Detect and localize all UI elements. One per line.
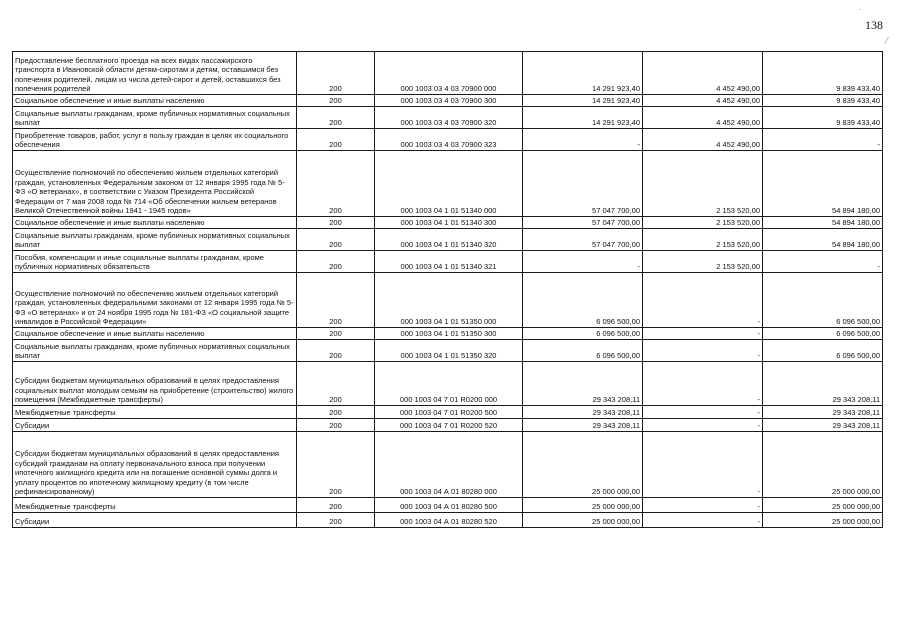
- row-executed-amount: -: [643, 362, 763, 406]
- row-budget-classification-code: 000 1003 04 1 01 51340 320: [375, 229, 523, 251]
- table-row: [13, 52, 883, 95]
- row-description: Межбюджетные трансферты: [13, 498, 297, 513]
- row-line-code: 200: [297, 432, 375, 498]
- row-unexecuted-amount: 9 839 433,40: [763, 52, 883, 95]
- row-approved-amount: 57 047 700,00: [523, 217, 643, 229]
- row-budget-classification-code: 000 1003 04 1 01 51340 321: [375, 251, 523, 273]
- row-budget-classification-code: 000 1003 04 А 01 80280 520: [375, 513, 523, 528]
- row-unexecuted-amount: 25 000 000,00: [763, 432, 883, 498]
- row-budget-classification-code: 000 1003 03 4 03 70900 323: [375, 129, 523, 151]
- table-row: [13, 251, 883, 273]
- row-approved-amount: 6 096 500,00: [523, 340, 643, 362]
- row-executed-amount: 2 153 520,00: [643, 217, 763, 229]
- row-approved-amount: 57 047 700,00: [523, 229, 643, 251]
- row-line-code: 200: [297, 513, 375, 528]
- row-budget-classification-code: 000 1003 04 1 01 51340 300: [375, 217, 523, 229]
- row-description: Социальные выплаты гражданам, кроме публичных нормативных социальных выплат: [13, 107, 297, 129]
- row-executed-amount: -: [643, 340, 763, 362]
- table-row: [13, 273, 883, 328]
- row-line-code: 200: [297, 151, 375, 217]
- row-budget-classification-code: 000 1003 04 7 01 R0200 500: [375, 406, 523, 419]
- row-approved-amount: 14 291 923,40: [523, 95, 643, 107]
- row-description: Осуществление полномочий по обеспечению жильем отдельных категорий граждан, установленных федеральными законами от 12 января 1995 года № 5-ФЗ «О ветеранах» и от 24 ноября 1995 года № 181-ФЗ «О социальной защите инвалидов в Российской Федерации»: [13, 273, 297, 328]
- row-unexecuted-amount: 29 343 208,11: [763, 419, 883, 432]
- row-line-code: 200: [297, 251, 375, 273]
- row-unexecuted-amount: 29 343 208,11: [763, 406, 883, 419]
- row-executed-amount: -: [643, 432, 763, 498]
- row-executed-amount: -: [643, 513, 763, 528]
- page-number: 138: [865, 18, 883, 32]
- row-line-code: 200: [297, 129, 375, 151]
- table-row: [13, 362, 883, 406]
- row-budget-classification-code: 000 1003 04 А 01 80280 500: [375, 498, 523, 513]
- row-line-code: 200: [297, 52, 375, 95]
- table-row: [13, 406, 883, 419]
- row-approved-amount: 29 343 208,11: [523, 362, 643, 406]
- row-unexecuted-amount: 9 839 433,40: [763, 107, 883, 129]
- row-unexecuted-amount: 6 096 500,00: [763, 328, 883, 340]
- row-budget-classification-code: 000 1003 03 4 03 70900 300: [375, 95, 523, 107]
- row-executed-amount: 4 452 490,00: [643, 95, 763, 107]
- row-unexecuted-amount: 54 894 180,00: [763, 151, 883, 217]
- row-executed-amount: 4 452 490,00: [643, 129, 763, 151]
- row-budget-classification-code: 000 1003 04 7 01 R0200 000: [375, 362, 523, 406]
- table-row: [13, 129, 883, 151]
- scan-tick-mark: ⁄: [886, 36, 888, 47]
- table-body: [13, 52, 883, 528]
- row-approved-amount: -: [523, 129, 643, 151]
- row-approved-amount: 25 000 000,00: [523, 432, 643, 498]
- row-line-code: 200: [297, 107, 375, 129]
- row-unexecuted-amount: 29 343 208,11: [763, 362, 883, 406]
- row-description: Субсидии: [13, 513, 297, 528]
- row-description: Социальное обеспечение и иные выплаты населению: [13, 95, 297, 107]
- row-unexecuted-amount: 25 000 000,00: [763, 498, 883, 513]
- row-line-code: 200: [297, 340, 375, 362]
- scan-dot-mark: ·: [858, 4, 862, 15]
- row-executed-amount: 2 153 520,00: [643, 151, 763, 217]
- row-approved-amount: 25 000 000,00: [523, 498, 643, 513]
- table-row: [13, 95, 883, 107]
- row-budget-classification-code: 000 1003 04 А 01 80280 000: [375, 432, 523, 498]
- table-row: [13, 107, 883, 129]
- row-description: Социальные выплаты гражданам, кроме публичных нормативных социальных выплат: [13, 229, 297, 251]
- row-budget-classification-code: 000 1003 04 1 01 51340 000: [375, 151, 523, 217]
- row-unexecuted-amount: 54 894 180,00: [763, 229, 883, 251]
- row-line-code: 200: [297, 406, 375, 419]
- table-row: [13, 217, 883, 229]
- table-row: [13, 229, 883, 251]
- row-approved-amount: 29 343 208,11: [523, 419, 643, 432]
- row-line-code: 200: [297, 95, 375, 107]
- row-executed-amount: -: [643, 406, 763, 419]
- row-executed-amount: 4 452 490,00: [643, 107, 763, 129]
- row-approved-amount: 6 096 500,00: [523, 273, 643, 328]
- table-row: [13, 328, 883, 340]
- row-approved-amount: 29 343 208,11: [523, 406, 643, 419]
- row-budget-classification-code: 000 1003 04 1 01 51350 300: [375, 328, 523, 340]
- row-unexecuted-amount: 6 096 500,00: [763, 273, 883, 328]
- row-description: Субсидии бюджетам муниципальных образований в целях предоставления субсидий гражданам на оплату первоначального взноса при получении ипотечного жилищного кредита или на погашение основной суммы долга и уплату процентов по ипотечному жилищному кредиту (в том числе рефинансированному): [13, 432, 297, 498]
- row-line-code: 200: [297, 419, 375, 432]
- row-approved-amount: 25 000 000,00: [523, 513, 643, 528]
- row-approved-amount: 57 047 700,00: [523, 151, 643, 217]
- row-executed-amount: -: [643, 273, 763, 328]
- row-executed-amount: 4 452 490,00: [643, 52, 763, 95]
- row-description: Субсидии бюджетам муниципальных образований в целях предоставления социальных выплат молодым семьям на приобретение (строительство) жилого помещения (Межбюджетные трансферты): [13, 362, 297, 406]
- row-executed-amount: 2 153 520,00: [643, 251, 763, 273]
- row-budget-classification-code: 000 1003 03 4 03 70900 000: [375, 52, 523, 95]
- row-approved-amount: -: [523, 251, 643, 273]
- row-executed-amount: -: [643, 498, 763, 513]
- row-description: Пособия, компенсации и иные социальные выплаты гражданам, кроме публичных нормативных обязательств: [13, 251, 297, 273]
- row-budget-classification-code: 000 1003 04 7 01 R0200 520: [375, 419, 523, 432]
- row-line-code: 200: [297, 217, 375, 229]
- table-row: [13, 151, 883, 217]
- row-line-code: 200: [297, 498, 375, 513]
- table-row: [13, 513, 883, 528]
- row-unexecuted-amount: 25 000 000,00: [763, 513, 883, 528]
- row-line-code: 200: [297, 362, 375, 406]
- row-unexecuted-amount: 6 096 500,00: [763, 340, 883, 362]
- row-line-code: 200: [297, 273, 375, 328]
- row-unexecuted-amount: 9 839 433,40: [763, 95, 883, 107]
- row-executed-amount: -: [643, 328, 763, 340]
- row-approved-amount: 6 096 500,00: [523, 328, 643, 340]
- row-budget-classification-code: 000 1003 03 4 03 70900 320: [375, 107, 523, 129]
- row-line-code: 200: [297, 229, 375, 251]
- row-description: Предоставление бесплатного проезда на всех видах пассажирского транспорта в Ивановской области детям-сиротам и детям, оставшимся без попечения родителей, лицам из числа детей-сирот и детей, оставшихся без попечения родителей: [13, 52, 297, 95]
- row-unexecuted-amount: -: [763, 251, 883, 273]
- row-executed-amount: -: [643, 419, 763, 432]
- row-description: Субсидии: [13, 419, 297, 432]
- row-executed-amount: 2 153 520,00: [643, 229, 763, 251]
- row-unexecuted-amount: -: [763, 129, 883, 151]
- row-description: Осуществление полномочий по обеспечению жильем отдельных категорий граждан, установленных Федеральным законом от 12 января 1995 года № 5-ФЗ «О ветеранах», в соответствии с Указом Президента Российской Федерации от 7 мая 2008 года № 714 «Об обеспечении жильем ветеранов Великой Отечественной войны 1941 - 1945 годов»: [13, 151, 297, 217]
- table-row: [13, 432, 883, 498]
- table-row: [13, 419, 883, 432]
- row-approved-amount: 14 291 923,40: [523, 107, 643, 129]
- row-budget-classification-code: 000 1003 04 1 01 51350 320: [375, 340, 523, 362]
- table-row: [13, 498, 883, 513]
- row-description: Социальное обеспечение и иные выплаты населению: [13, 328, 297, 340]
- row-unexecuted-amount: 54 894 180,00: [763, 217, 883, 229]
- row-description: Социальное обеспечение и иные выплаты населению: [13, 217, 297, 229]
- row-description: Социальные выплаты гражданам, кроме публичных нормативных социальных выплат: [13, 340, 297, 362]
- budget-execution-table: [12, 51, 883, 528]
- row-description: Межбюджетные трансферты: [13, 406, 297, 419]
- table-row: [13, 340, 883, 362]
- row-description: Приобретение товаров, работ, услуг в пользу граждан в целях их социального обеспечения: [13, 129, 297, 151]
- row-budget-classification-code: 000 1003 04 1 01 51350 000: [375, 273, 523, 328]
- row-line-code: 200: [297, 328, 375, 340]
- row-approved-amount: 14 291 923,40: [523, 52, 643, 95]
